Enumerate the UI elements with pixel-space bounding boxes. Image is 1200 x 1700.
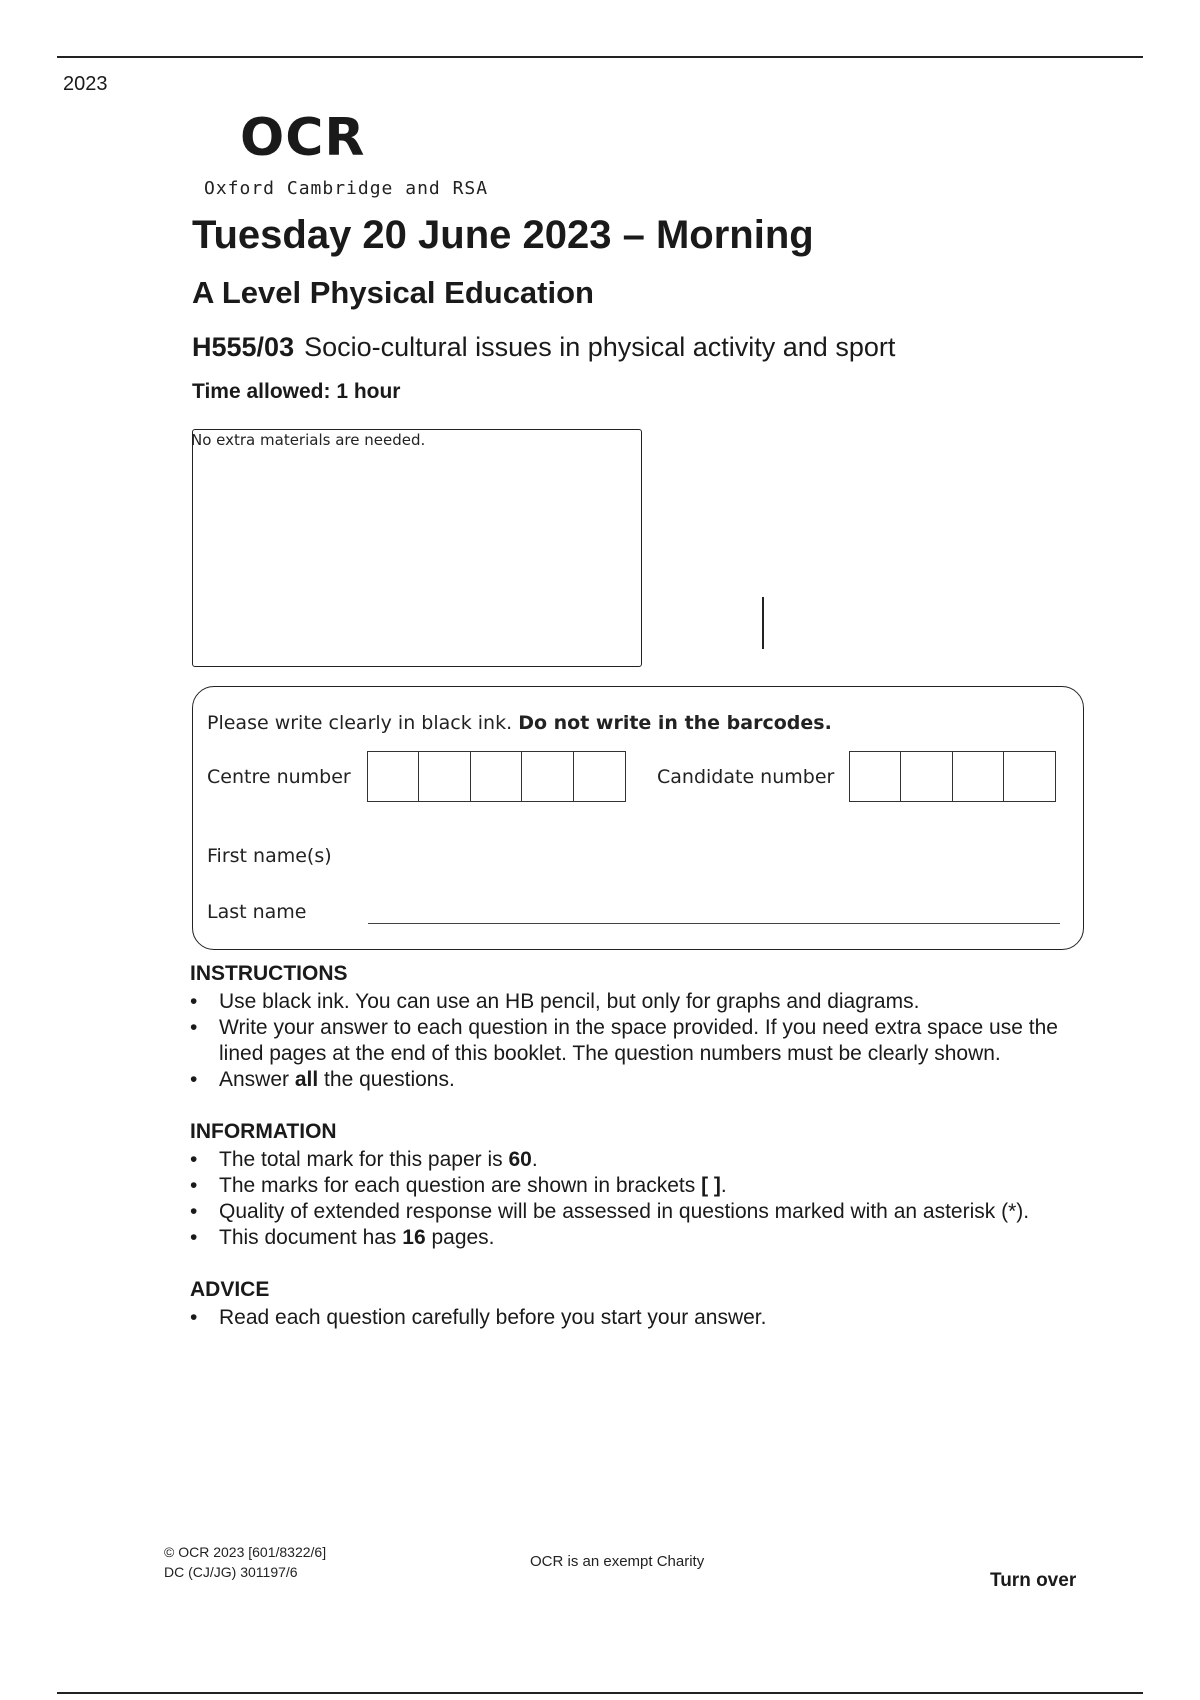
information-heading: INFORMATION <box>190 1120 337 1143</box>
last-name-label: Last name <box>207 901 307 923</box>
copyright-block <box>164 1542 326 1582</box>
centre-number-label: Centre number <box>207 766 351 788</box>
advice-list <box>190 1305 1090 1331</box>
first-name-label: First name(s) <box>207 845 332 867</box>
ocr-logo: OCR <box>240 108 366 168</box>
list-item <box>190 989 1090 1015</box>
last-name-line[interactable] <box>368 923 1060 924</box>
charity-notice: OCR is an exempt Charity <box>530 1553 705 1570</box>
time-allowed: Time allowed: 1 hour <box>192 380 401 403</box>
item-text: Use black ink. You can use an HB pencil, but only for graphs and diagrams. <box>219 990 920 1013</box>
copyright-text: © OCR 2023 [601/8322/6] <box>164 1544 327 1560</box>
top-rule <box>57 56 1143 58</box>
item-text: Answer <box>219 1068 295 1091</box>
list-item <box>190 1199 1090 1225</box>
paper-title: Socio-cultural issues in physical activity and sport <box>304 332 896 362</box>
item-bold: 16 <box>402 1226 426 1249</box>
candidate-digit-box[interactable] <box>1003 751 1056 802</box>
centre-digit-box[interactable] <box>521 751 574 802</box>
centre-number-field[interactable] <box>368 751 626 802</box>
candidate-number-label: Candidate number <box>657 766 835 788</box>
item-text: . <box>720 1174 727 1197</box>
paper-line <box>192 332 895 363</box>
item-text: Read each question carefully before you start your answer. <box>219 1306 767 1329</box>
instructions-heading: INSTRUCTIONS <box>190 962 348 985</box>
item-text: . <box>531 1148 538 1171</box>
list-item <box>190 1173 1090 1199</box>
item-text: Write your answer to each question in the space provided. If you need extra space use the lined pages at the end of this booklet. The question numbers must be clearly shown. <box>219 1016 1058 1065</box>
item-bold: all <box>294 1068 319 1091</box>
item-bold: [ ] <box>701 1174 721 1197</box>
centre-digit-box[interactable] <box>470 751 523 802</box>
exam-subject: A Level Physical Education <box>192 275 594 310</box>
materials-text: No extra materials are needed. <box>191 431 426 449</box>
bottom-rule <box>57 1692 1143 1694</box>
list-item <box>190 1147 1090 1173</box>
centre-digit-box[interactable] <box>367 751 420 802</box>
turn-over-label: Turn over <box>990 1570 1077 1591</box>
document-code: DC (CJ/JG) 301197/6 <box>164 1564 298 1580</box>
item-text: Quality of extended response will be assessed in questions marked with an asterisk (*). <box>219 1200 1030 1223</box>
year-label: 2023 <box>63 73 108 95</box>
exam-date: Tuesday 20 June 2023 – Morning <box>192 213 814 257</box>
centre-digit-box[interactable] <box>573 751 626 802</box>
item-bold: 60 <box>508 1148 532 1171</box>
item-text: This document has <box>219 1226 403 1249</box>
item-text: The total mark for this paper is <box>219 1148 509 1171</box>
information-list <box>190 1147 1090 1251</box>
instruction-bold: Do not write in the barcodes. <box>518 712 832 734</box>
candidate-digit-box[interactable] <box>952 751 1005 802</box>
centre-digit-box[interactable] <box>418 751 471 802</box>
candidate-details-box <box>192 686 1084 950</box>
candidate-digit-box[interactable] <box>849 751 902 802</box>
list-item <box>190 1067 1090 1093</box>
write-clearly-instruction <box>207 712 832 734</box>
candidate-digit-box[interactable] <box>900 751 953 802</box>
item-text: pages. <box>425 1226 495 1249</box>
logo-subtitle: Oxford Cambridge and RSA <box>204 178 489 199</box>
candidate-number-field[interactable] <box>850 751 1056 802</box>
paper-code: H555/03 <box>192 332 295 362</box>
instructions-list <box>190 989 1090 1093</box>
instruction-plain: Please write clearly in black ink. <box>207 712 513 734</box>
materials-box <box>192 429 642 667</box>
item-text: the questions. <box>318 1068 455 1091</box>
list-item <box>190 1305 1090 1331</box>
item-text: The marks for each question are shown in brackets <box>219 1174 702 1197</box>
advice-heading: ADVICE <box>190 1278 270 1301</box>
list-item <box>190 1015 1090 1067</box>
list-item <box>190 1225 1090 1251</box>
text-cursor <box>762 597 764 649</box>
